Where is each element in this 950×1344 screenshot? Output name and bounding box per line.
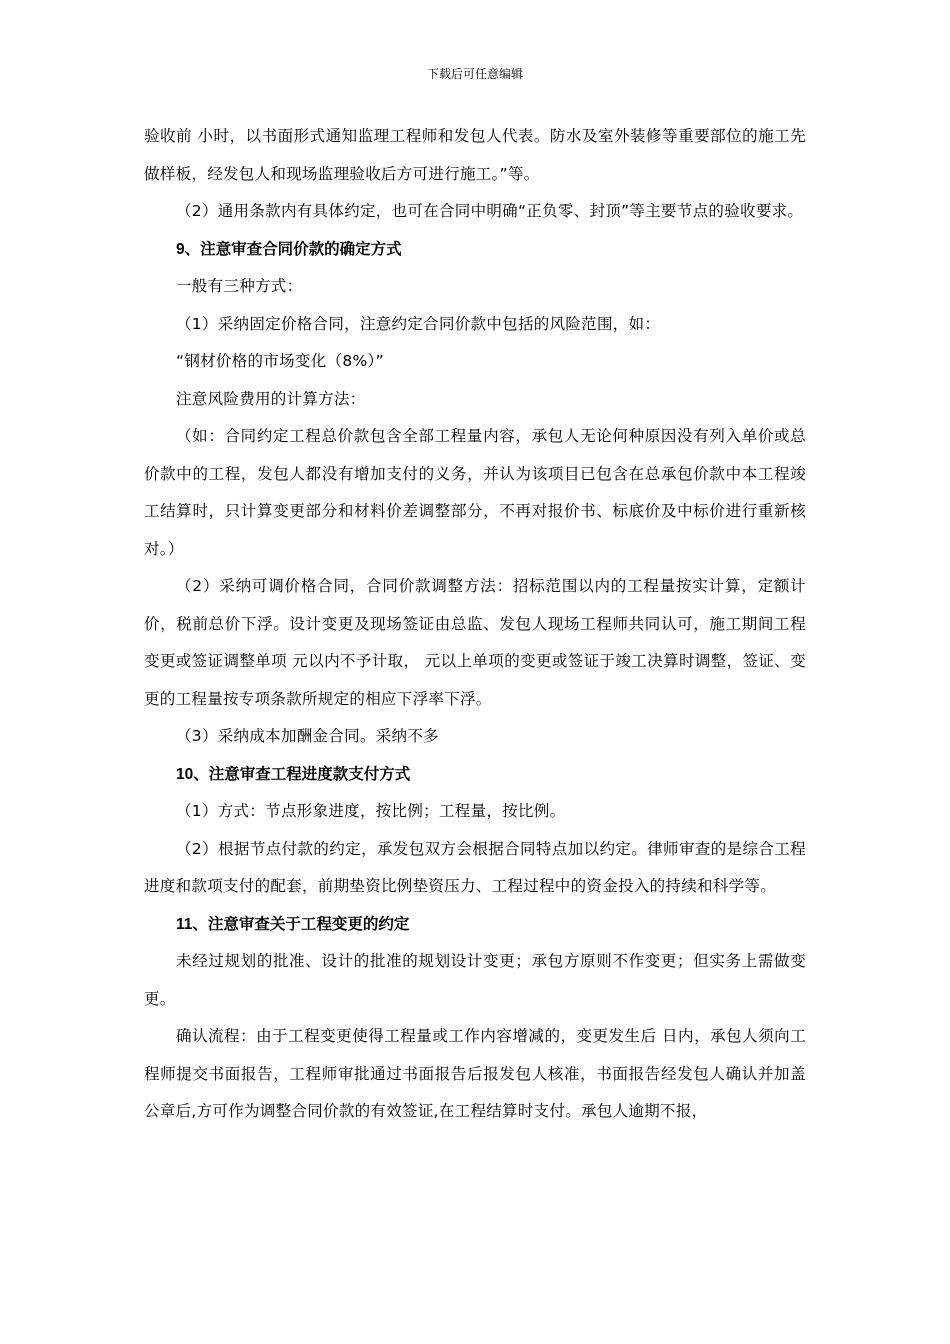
paragraph: 确认流程：由于工程变更使得工程量或工作内容增减的，变更发生后 日内，承包人须向工程师提交书面报告，工程师审批通过书面报告后报发包人核准，书面报告经发包人确认并加盖公章后,方可作为调整合同价款的有效签证,在工程结算时支付。承包人逾期不报， [144,1027,806,1120]
paragraph: （2）采纳可调价格合同，合同价款调整方法：招标范围以内的工程量按实计算，定额计价，税前总价下浮。设计变更及现场签证由总监、发包人现场工程师共同认可，施工期间工程变更或签证调整单项 元以内不予计取， 元以上单项的变更或签证于竣工决算时调整，签证、变更的工程量按专项条款所规定的相应下浮率下浮。 [144,577,806,708]
paragraph: （如：合同约定工程总价款包含全部工程量内容，承包人无论何种原因没有列入单价或总价款中的工程，发包人都没有增加支付的义务，并认为该项目已包含在总承包价款中本工程竣工结算时，只计算变更部分和材料价差调整部分，不再对报价书、标底价及中标价进行重新核对。） [144,427,806,558]
paragraph: （1）采纳固定价格合同，注意约定合同价款中包括的风险范围，如： [176,314,661,333]
paragraph: （2）通用条款内有具体约定，也可在合同中明确“正负零、封顶”等主要节点的验收要求。 [176,202,804,220]
paragraph: 一般有三种方式： [176,277,303,295]
paragraph: （2）根据节点付款的约定，承发包双方会根据合同特点加以约定。律师审查的是综合工程进度和款项支付的配套，前期垫资比例垫资压力、工程过程中的资金投入的持续和科学等。 [144,839,806,895]
paragraph: “钢材价格的市场变化（8%）” [176,352,384,370]
section-heading-9: 9、注意审查合同价款的确定方式 [176,240,402,258]
page-header: 下载后可任意编辑 [426,67,523,81]
paragraph: （3）采纳成本加酬金合同。采纳不多 [176,727,439,745]
section-heading-11: 11、注意审查关于工程变更的约定 [176,915,410,933]
section-heading-10: 10、注意审查工程进度款支付方式 [176,765,411,783]
paragraph: 注意风险费用的计算方法： [176,389,366,408]
paragraph: （1）方式：节点形象进度，按比例；工程量，按比例。 [176,802,566,820]
paragraph: 验收前 小时，以书面形式通知监理工程师和发包人代表。防水及室外装修等重要部位的施工先做样板，经发包人和现场监理验收后方可进行施工。”等。 [144,127,806,183]
document-body [144,118,806,1131]
paragraph: 未经过规划的批准、设计的批准的规划设计变更；承包方原则不作变更；但实务上需做变更。 [144,952,806,1008]
